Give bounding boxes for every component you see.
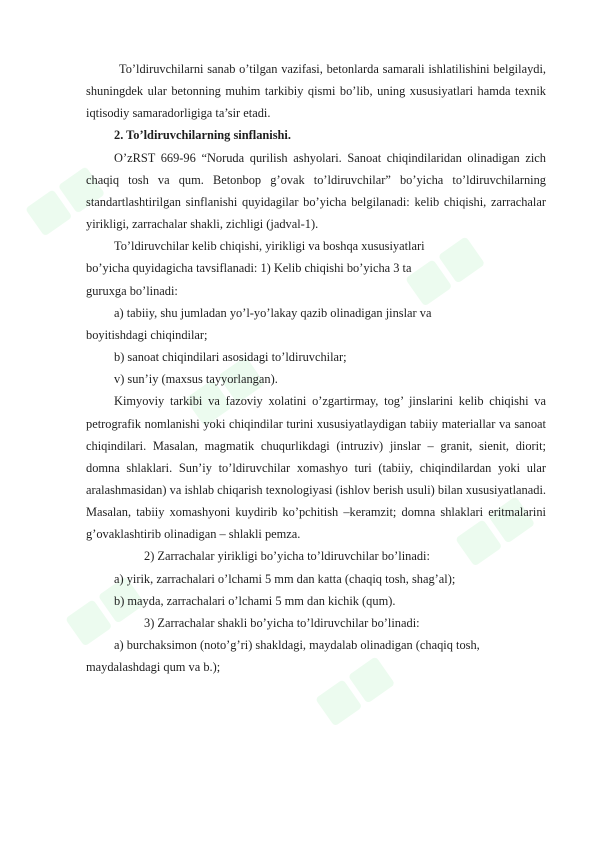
standard-paragraph: O’zRST 669-96 “Noruda qurilish ashyolari. Sanoat chiqindilaridan olinadigan zich chaqiq tosh va qum. Betonbop g’ovak to’ldiruvchilar” bo’yicha to’ldiruvchilarning standartlashtirilgan sinflanishi quyidagilar bo’yicha belgilanadi: kelib chiqishi, zarrachalar yirikligi, zarrachalar shakli, zichligi (jadval-1).	[86, 150, 546, 232]
shape-item-a-line-1: a) burchaksimon (noto’g’ri) shakldagi, maydalab olinadigan (chaqiq tosh,	[114, 638, 480, 653]
list-item-v: v) sun’iy (maxsus tayyorlangan).	[114, 372, 278, 387]
size-item-a: a) yirik, zarrachalari o’lchami 5 mm dan katta (chaqiq tosh, shag’al);	[114, 571, 456, 586]
intro-paragraph: To’ldiruvchilarni sanab o’tilgan vazifasi, betonlarda samarali ishlatilishini belgilaydi, shuningdek ular betonning muhim tarkibiy qismi bo’lib, uning xususiyatlari hamda texnik iqtisodiy samaradorligiga ta’sir etadi.	[86, 62, 546, 121]
description-line-1: To’ldiruvchilar kelib chiqishi, yirikligi va boshqa xususiyatlari	[114, 239, 425, 254]
size-item-b: b) mayda, zarrachalari o’lchami 5 mm dan kichik (qum).	[114, 593, 396, 608]
shape-item-a-line-2: maydalashdagi qum va b.);	[86, 660, 221, 675]
list-item-a-line-1: a) tabiiy, shu jumladan yo’l-yo’lakay qazib olinadigan jinslar va	[114, 305, 432, 320]
section-heading: 2. To’ldiruvchilarning sinflanishi.	[114, 128, 291, 143]
list-item-b: b) sanoat chiqindilari asosidagi to’ldiruvchilar;	[114, 350, 347, 365]
size-classification-heading: 2) Zarrachalar yirikligi bo’yicha to’ldiruvchilar bo’linadi:	[144, 549, 430, 564]
list-item-a-line-2: boyitishdagi chiqindilar;	[86, 327, 208, 342]
document-page	[86, 58, 546, 678]
chemical-paragraph: Kimyoviy tarkibi va fazoviy xolatini o’zgartirmay, tog’ jinslarini kelib chiqishi va petrografik nomlanishi yoki chiqindilar turini xususiyatlaydigan tabiiy materiallar va sanoat chiqindilari. Masalan, magmatik chuqurlikdagi (intruziv) jinslar – granit, sienit, diorit; domna shlaklari. Sun’iy to’ldiruvchilar xomashyo turi (tabiiy, chiqindilardan yoki ular aralashmasidan) va ishlab chiqarish texnologiyasi (ishlov berish usuli) bilan xususiyatlanadi. Masalan, tabiiy xomashyoni kuydirib ko’pchitish –keramzit; domna shlaklari eritmalarini g’ovaklashtirib olinadigan – shlakli pemza.	[86, 394, 546, 542]
description-line-2: bo’yicha quyidagicha tavsiflanadi: 1) Kelib chiqishi bo’yicha 3 ta	[86, 261, 412, 276]
description-line-3: guruxga bo’linadi:	[86, 283, 178, 298]
shape-classification-heading: 3) Zarrachalar shakli bo’yicha to’ldiruvchilar bo’linadi:	[144, 615, 420, 630]
